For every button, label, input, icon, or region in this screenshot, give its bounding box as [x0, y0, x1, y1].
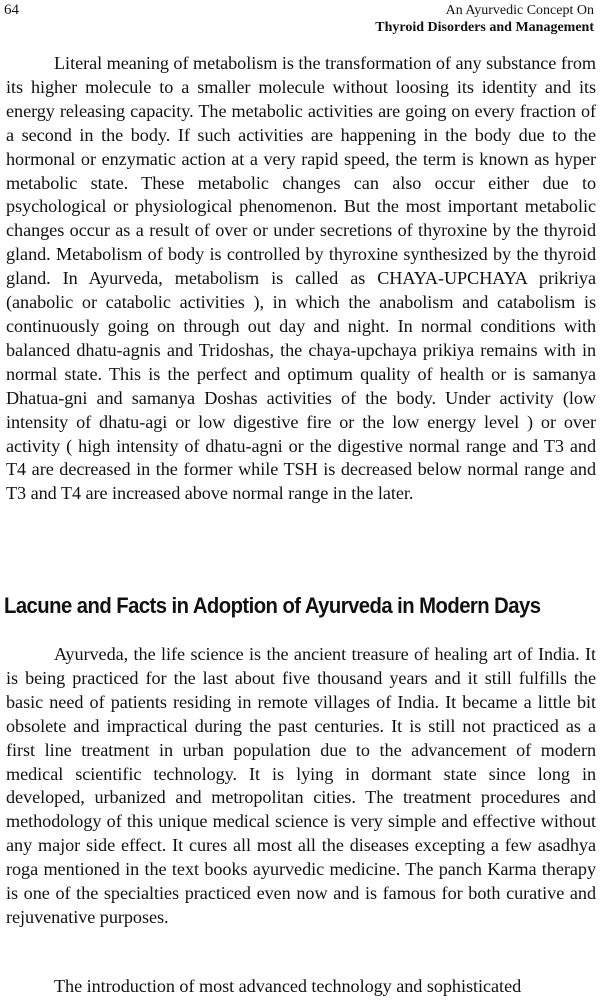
section-heading: Lacune and Facts in Adoption of Ayurveda in Modern Days [4, 593, 541, 618]
paragraph-metabolism: Literal meaning of metabolism is the transformation of any substance from its higher molecule to a smaller molecule without loosing its identity and its energy releasing capacity. The metabolic activities are going on every fraction of a second in the body. If such activities are happening in the body due to the hormonal or enzymatic action at a very rapid speed, the term is known as hyper metabolic state. These metabolic changes can also occur either due to psychological or physiological phenomenon. But the most important metabolic changes occur as a result of over or under secretions of thyroxine by the thyroid gland. Metabolism of body is controlled by thyroxine synthesized by the thyroid gland. In Ayurveda, metabolism is called as CHAYA-UPCHAYA prikriya (anabolic or catabolic activities ), in which the anabolism and catabolism is continuously going on through out day and night. In normal conditions with balanced dhatu-agnis and Tridoshas, the chaya-upchaya prikiya remains with in normal state. This is the perfect and optimum quality of health or is samanya Dhatua-gni and samanya Doshas activities of the body. Under activity (low intensity of dhatu-agi or low digestive fire or the low energy level ) or over activity ( high intensity of dhatu-agni or the digestive normal range and T3 and T4 are decreased in the former while TSH is decreased below normal range and T3 and T4 are increased above normal range in the later. [6, 53, 596, 504]
page-header [0, 0, 600, 40]
paragraph-ayurveda-life-science: Ayurveda, the life science is the ancient treasure of healing art of India. It is being practiced for the last about five thousand years and it still fulfills the basic need of patients residing in remote villages of India. It became a little bit obsolete and impractical during the past centuries. It is still not practiced as a first line treatment in urban population due to the advancement of modern medical scientific technology. It is lying in dormant state since long in developed, urbanized and metropolitan cities. The treatment procedures and methodology of this unique medical science is very simple and effective without any major side effect. It cures all most all the diseases excepting a few asadhya roga mentioned in the text books ayurvedic medicine. The panch Karma therapy is one of the specialties practiced even now and is famous for both curative and rejuvenative purposes. [6, 644, 596, 927]
paragraph-introduction-technology: The introduction of most advanced technology and sophisticated [54, 976, 522, 996]
book-title-line2: Thyroid Disorders and Management [375, 20, 594, 35]
page-number: 64 [4, 2, 19, 18]
running-head [375, 2, 594, 36]
book-title-line1: An Ayurvedic Concept On [445, 3, 594, 18]
